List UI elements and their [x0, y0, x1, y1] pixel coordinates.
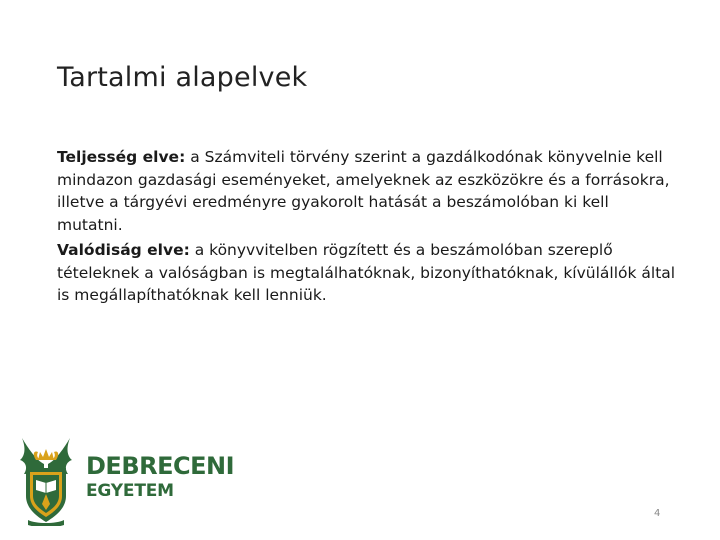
logo-line-debreceni: DEBRECENI	[86, 452, 235, 480]
slide-body	[57, 146, 677, 307]
university-logo	[14, 430, 235, 530]
principle-term: Valódiság elve:	[57, 241, 190, 259]
slide-title: Tartalmi alapelvek	[57, 62, 308, 93]
principle-completeness	[57, 146, 677, 236]
principle-reality	[57, 239, 677, 307]
principle-term: Teljesség elve:	[57, 148, 186, 166]
logo-wordmark	[86, 454, 234, 504]
page-number: 4	[654, 508, 661, 519]
principle-text: a könyvvitelben rögzített és a beszámolóban szereplő tételeknek a valóságban is megtalálhatóknak, bizonyíthatóknak, kívülállók által is megállapíthatóknak kell lenniük.	[57, 241, 676, 304]
crest-icon	[14, 430, 78, 526]
principle-text: a Számviteli törvény szerint a gazdálkodónak könyvelnie kell mindazon gazdasági eseményeket, amelyeknek az eszközökre és a forrásokra, illetve a tárgyévi eredményre gyakorolt hatását a beszámolóban ki kell mutatni.	[57, 148, 670, 234]
logo-line-egyetem: EGYETEM	[86, 481, 174, 501]
